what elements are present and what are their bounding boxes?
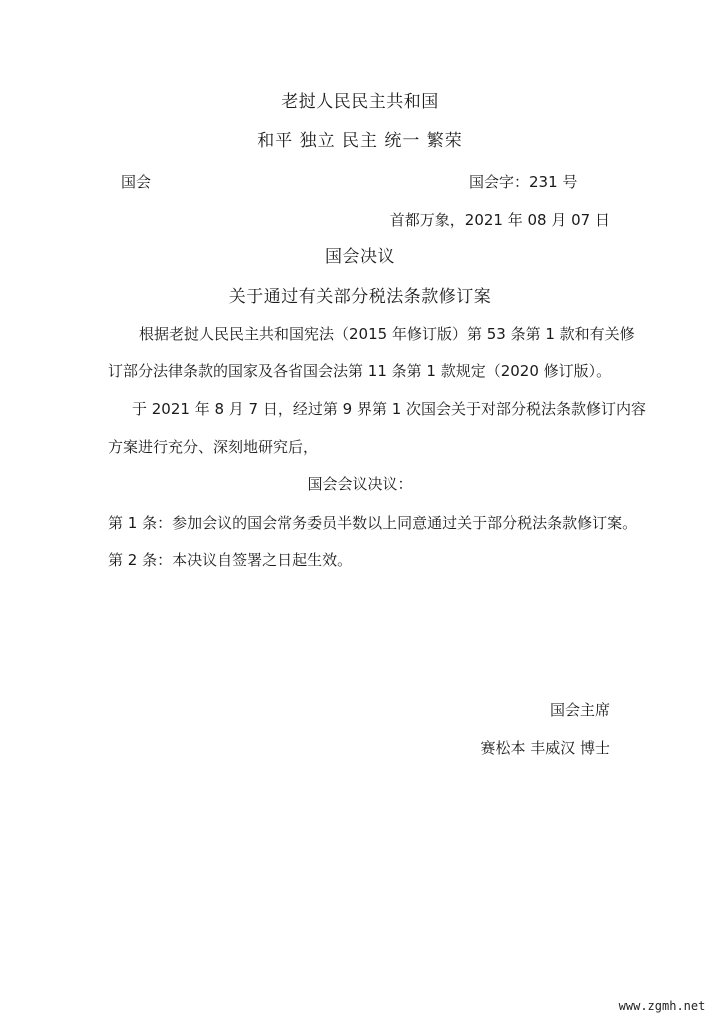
issuer: 国会 xyxy=(121,173,152,191)
document-title: 国会决议 xyxy=(325,247,395,267)
national-motto: 和平 独立 民主 统一 繁荣 xyxy=(257,131,463,151)
article-2: 第 2 条：本决议自签署之日起生效。 xyxy=(108,551,353,569)
document-number: 国会字：231 号 xyxy=(469,173,578,191)
signatory-name: 赛松本 丰威汉 博士 xyxy=(480,739,610,757)
signatory-position: 国会主席 xyxy=(549,701,610,719)
resolution-heading: 国会会议决议： xyxy=(307,475,413,493)
paragraph-2-line-2: 方案进行充分、深刻地研究后， xyxy=(108,438,319,456)
document-subtitle: 关于通过有关部分税法条款修订案 xyxy=(228,287,492,307)
paragraph-2-line-1: 于 2021 年 8 月 7 日，经过第 9 界第 1 次国会关于对部分税法条款修订内容 xyxy=(132,400,647,418)
article-1: 第 1 条：参加会议的国会常务委员半数以上同意通过关于部分税法条款修订案。 xyxy=(108,514,638,532)
paragraph-1-line-1: 根据老挝人民民主共和国宪法（2015 年修订版）第 53 条第 1 款和有关修 xyxy=(139,325,635,343)
country-name: 老挝人民民主共和国 xyxy=(281,92,439,112)
place-date: 首都万象，2021 年 08 月 07 日 xyxy=(389,211,610,229)
paragraph-1-line-2: 订部分法律条款的国家及各省国会法第 11 条第 1 款规定（2020 修订版）。 xyxy=(108,362,612,380)
site-watermark: www.zgmh.net xyxy=(608,996,716,1016)
